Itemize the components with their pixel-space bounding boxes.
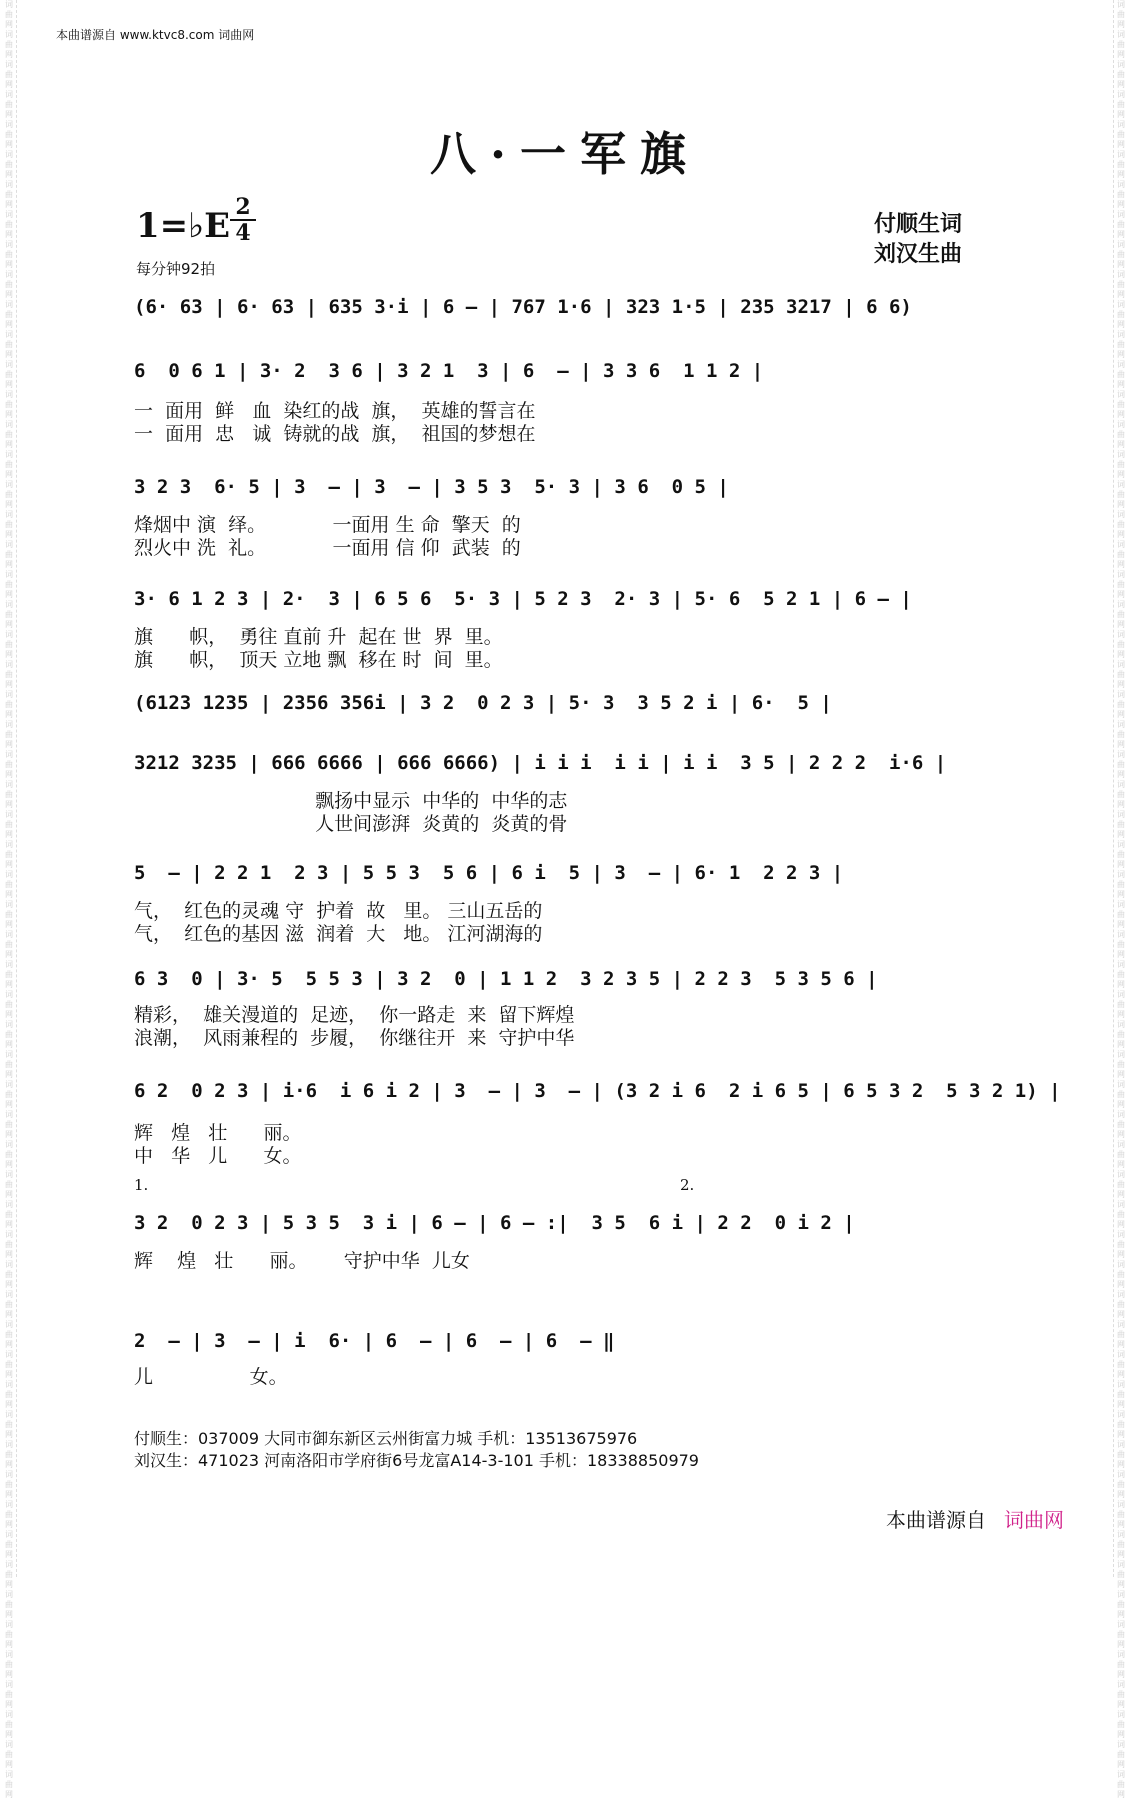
notation-line: 3 2 3 6· 5 | 3 – | 3 – | 3 5 3 5· 3 | 3 6 0 5 |: [134, 476, 729, 498]
notation-line: 5 – | 2 2 1 2 3 | 5 5 3 5 6 | 6 i 5 | 3 – | 6· 1 2 2 3 |: [134, 862, 844, 884]
notation-line: 3· 6 1 2 3 | 2· 3 | 6 5 6 5· 3 | 5 2 3 2· 3 | 5· 6 5 2 1 | 6 – |: [134, 588, 912, 610]
source-prefix: 本曲谱源自: [886, 1508, 986, 1532]
lyricist: 付顺生词: [874, 212, 963, 237]
tempo-marking: 每分钟92拍: [136, 260, 216, 278]
lyric-line: 旗 帜， 顶天 立地 飘 移在 时 间 里。: [134, 649, 503, 671]
lyric-line: 一 面用 忠 诚 铸就的战 旗， 祖国的梦想在: [134, 423, 536, 445]
lyric-line: 儿 女。: [134, 1366, 288, 1388]
notation-line: 6 2 0 2 3 | i·6 i 6 i 2 | 3 – | 3 – | (3 2 i 6 2 i 6 5 | 6 5 3 2 5 3 2 1) |: [134, 1080, 1061, 1102]
notation-line: 2 – | 3 – | i 6· | 6 – | 6 – | 6 – ‖: [134, 1330, 615, 1352]
notation-line: 3212 3235 | 666 6666 | 666 6666) | i i i i i | i i 3 5 | 2 2 2 i·6 |: [134, 752, 947, 774]
time-signature: [228, 196, 258, 244]
notation-line: 3 2 0 2 3 | 5 3 5 3 i | 6 – | 6 – :| 3 5 6 i | 2 2 0 i 2 |: [134, 1212, 855, 1234]
key-signature: 1=♭E: [136, 206, 231, 246]
contact-lyricist: 付顺生：037009 大同市御东新区云州街富力城 手机：13513675976: [134, 1429, 638, 1448]
volta-1: 1.: [134, 1176, 149, 1194]
lyric-line: 旗 帜， 勇往 直前 升 起在 世 界 里。: [134, 626, 503, 648]
lyric-line: 辉 煌 壮 丽。 守护中华 儿女: [134, 1250, 470, 1272]
lyric-line: 辉 煌 壮 丽。: [134, 1122, 302, 1144]
notation-line: (6123 1235 | 2356 356i | 3 2 0 2 3 | 5· 3 3 5 2 i | 6· 5 |: [134, 692, 832, 714]
notation-line: (6· 63 | 6· 63 | 635 3·i | 6 – | 767 1·6 | 323 1·5 | 235 3217 | 6 6): [134, 296, 912, 318]
lyric-line: 一 面用 鲜 血 染红的战 旗， 英雄的誓言在: [134, 400, 536, 422]
lyric-line: 烽烟中 演 绎。 一面用 生 命 擎天 的: [134, 514, 521, 536]
notation-line: 6 0 6 1 | 3· 2 3 6 | 3 2 1 3 | 6 – | 3 3 6 1 1 2 |: [134, 360, 764, 382]
lyric-line: 人世间澎湃 炎黄的 炎黄的骨: [134, 813, 568, 835]
watermark-right: 词 曲 网 词 曲 网 词 曲 网 词 曲 网 词 曲 网 词 曲 网 词 曲 网 词 曲 网 词 曲 网 词 曲 网 词 曲 网 词 曲 网 词 曲 网 词 曲 网 词 曲 网 词 曲 网 词 曲 网 词 曲 网 词 曲 网 词 曲 网 词 曲 网 词 曲 网 词 曲 网 词 曲 网 词 曲 网 词 曲 网 词 曲 网 词 曲 网 词 曲 网 词 曲 网 词 曲 网 词 曲 网 词 曲 网 词 曲 网 词 曲 网 词 曲 网 词 曲 网 词 曲 网 词 曲 网 词 曲 网 词 曲 网 词 曲 网 词 曲 网 词 曲 网 词 曲 网 词 曲 网 词 曲 网 词 曲 网 词 曲 网 词 曲 网 词 曲 网 词 曲 网 词 曲 网 词 曲 网 词 曲 网 词 曲 网 词 曲 网 词 曲 网 词 曲 网 词 曲 网: [1113, 0, 1128, 1577]
lyric-line: 浪潮， 风雨兼程的 步履， 你继往开 来 守护中华: [134, 1027, 575, 1049]
lyric-line: 烈火中 洗 礼。 一面用 信 仰 武装 的: [134, 537, 521, 559]
credits: [874, 210, 962, 270]
contact-composer: 刘汉生：471023 河南洛阳市学府街6号龙富A14-3-101 手机：18338850979: [134, 1451, 699, 1470]
source-header: 本曲谱源自 www.ktvc8.com 词曲网: [56, 28, 255, 42]
notation-line: 6 3 0 | 3· 5 5 5 3 | 3 2 0 | 1 1 2 3 2 3 5 | 2 2 3 5 3 5 6 |: [134, 968, 878, 990]
contacts: [134, 1428, 699, 1472]
lyric-line: 精彩， 雄关漫道的 足迹， 你一路走 来 留下辉煌: [134, 1004, 575, 1026]
time-bottom: 4: [235, 220, 251, 246]
lyric-line: 气， 红色的灵魂 守 护着 故 里。 三山五岳的: [134, 900, 543, 922]
lyric-line: 飘扬中显示 中华的 中华的志: [134, 790, 568, 812]
lyric-line: 中 华 儿 女。: [134, 1145, 302, 1167]
source-footer: [886, 1504, 1064, 1533]
source-brand: 词曲网: [1004, 1508, 1064, 1532]
song-title: 八·一军旗: [429, 127, 700, 181]
watermark-left: 词 曲 网 词 曲 网 词 曲 网 词 曲 网 词 曲 网 词 曲 网 词 曲 网 词 曲 网 词 曲 网 词 曲 网 词 曲 网 词 曲 网 词 曲 网 词 曲 网 词 曲 网 词 曲 网 词 曲 网 词 曲 网 词 曲 网 词 曲 网 词 曲 网 词 曲 网 词 曲 网 词 曲 网 词 曲 网 词 曲 网 词 曲 网 词 曲 网 词 曲 网 词 曲 网 词 曲 网 词 曲 网 词 曲 网 词 曲 网 词 曲 网 词 曲 网 词 曲 网 词 曲 网 词 曲 网 词 曲 网 词 曲 网 词 曲 网 词 曲 网 词 曲 网 词 曲 网 词 曲 网 词 曲 网 词 曲 网 词 曲 网 词 曲 网 词 曲 网 词 曲 网 词 曲 网 词 曲 网 词 曲 网 词 曲 网 词 曲 网 词 曲 网 词 曲 网 词 曲 网: [2, 0, 17, 1577]
time-top: 2: [235, 194, 251, 220]
composer: 刘汉生曲: [874, 242, 963, 267]
volta-2: 2.: [680, 1176, 695, 1194]
lyric-line: 气， 红色的基因 滋 润着 大 地。 江河湖海的: [134, 923, 543, 945]
